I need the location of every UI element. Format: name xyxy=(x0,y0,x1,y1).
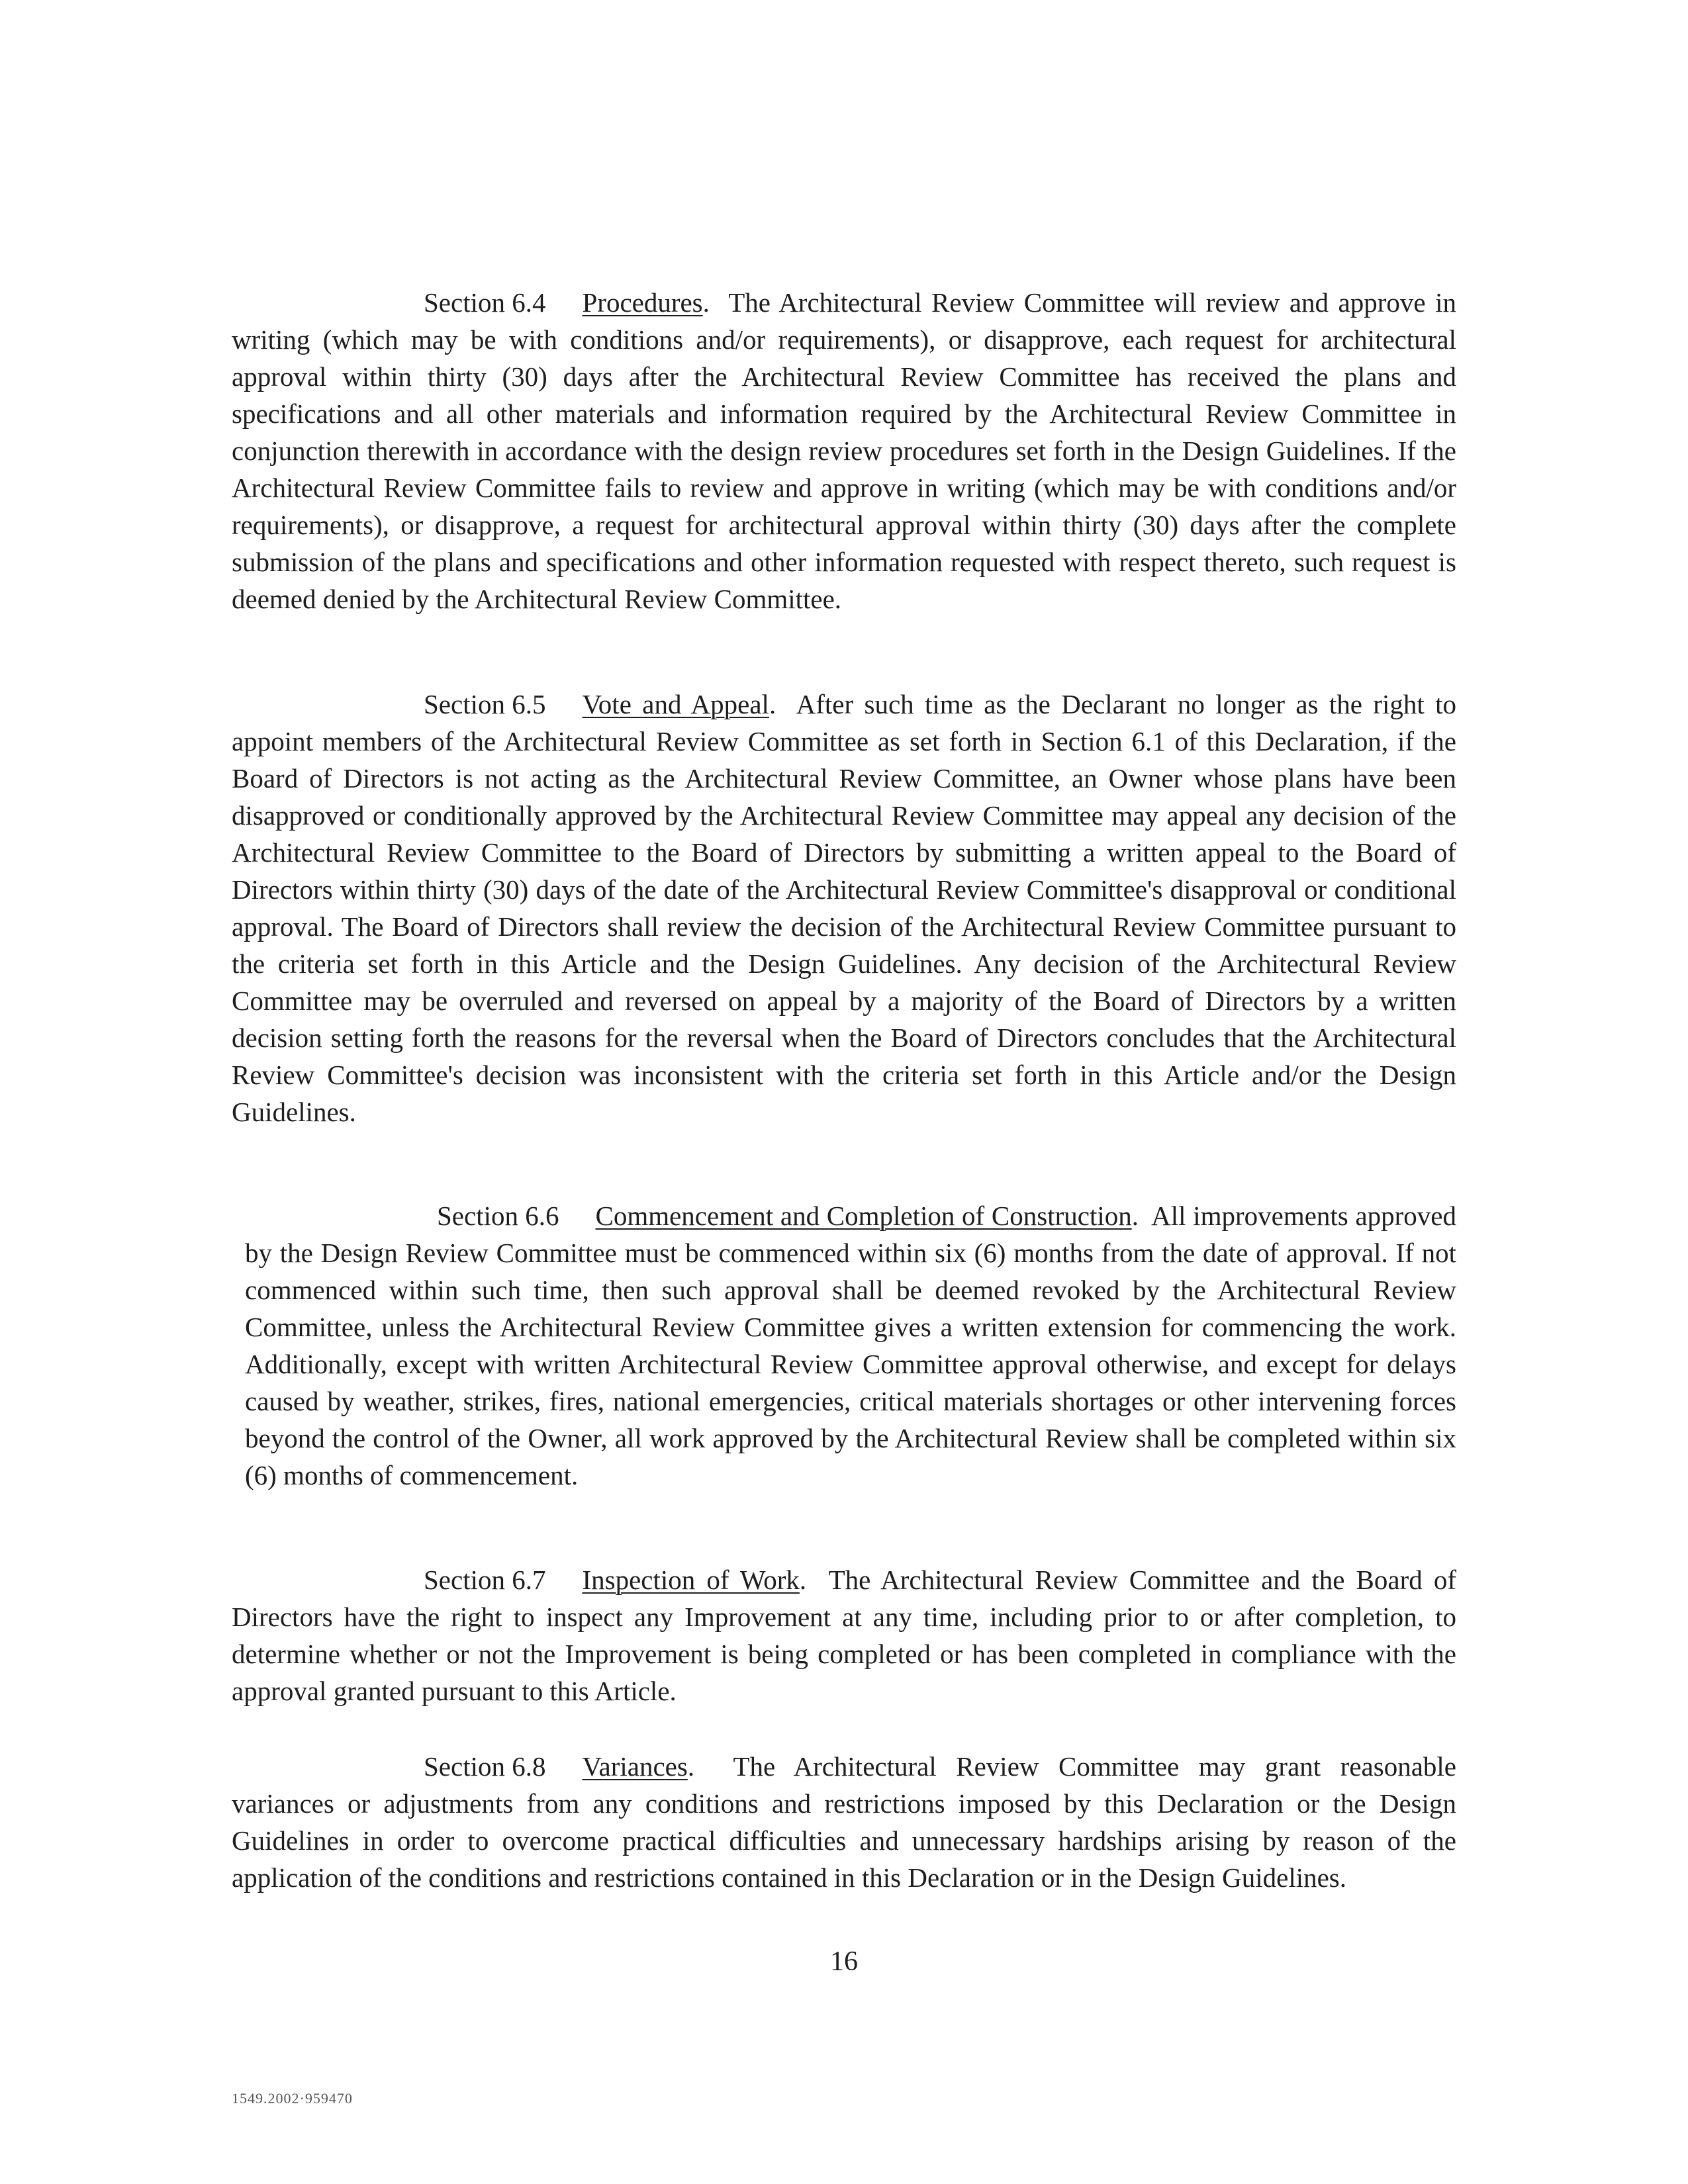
section-6-7: Section 6.7 Inspection of Work. The Architectural Review Committee and the Board of Directors have the right to inspect any Improvement at any time, including prior to or after completion, to determine whether or not the Improvement is being completed or has been completed in compliance with the approval granted pursuant to this Article. xyxy=(232,1561,1456,1709)
document-id: 1549.2002·959470 xyxy=(232,2090,353,2107)
section-number: Section 6.4 xyxy=(424,287,546,318)
section-number: Section 6.8 xyxy=(424,1751,546,1782)
section-body: The Architectural Review Committee and the Board of Directors have the right to inspect any Improvement at any time, including prior to or after completion, to determine whether or not the Improvement is being completed or has been completed in compliance with the approval granted pursuant to this Article. xyxy=(232,1565,1456,1706)
section-body: The Architectural Review Committee may grant reasonable variances or adjustments from any conditions and restrictions imposed by this Declaration or the Design Guidelines in order to overcome practical difficulties and unnecessary hardships arising by reason of the application of the conditions and restrictions contained in this Declaration or in the Design Guidelines. xyxy=(232,1751,1456,1893)
section-title: Commencement and Completion of Construction xyxy=(595,1201,1132,1231)
section-title: Inspection of Work xyxy=(582,1565,800,1595)
section-6-6: Section 6.6 Commencement and Completion of Construction. All improvements approved by the Design Review Committee must be commenced within six (6) months from the date of approval. If not commenced within such time, then such approval shall be deemed revoked by the Architectural Review Committee, unless the Architectural Review Committee gives a written extension for commencing the work. Additionally, except with written Architectural Review Committee approval otherwise, and except for delays caused by weather, strikes, fires, national emergencies, critical materials shortages or other intervening forces beyond the control of the Owner, all work approved by the Architectural Review shall be completed within six (6) months of commencement. xyxy=(245,1197,1456,1494)
section-6-5: Section 6.5 Vote and Appeal. After such time as the Declarant no longer as the right to appoint members of the Architectural Review Committee as set forth in Section 6.1 of this Declaration, if the Board of Directors is not acting as the Architectural Review Committee, an Owner whose plans have been disapproved or conditionally approved by the Architectural Review Committee may appeal any decision of the Architectural Review Committee to the Board of Directors by submitting a written appeal to the Board of Directors within thirty (30) days of the date of the Architectural Review Committee's disapproval or conditional approval. The Board of Directors shall review the decision of the Architectural Review Committee pursuant to the criteria set forth in this Article and the Design Guidelines. Any decision of the Architectural Review Committee may be overruled and reversed on appeal by a majority of the Board of Directors by a written decision setting forth the reasons for the reversal when the Board of Directors concludes that the Architectural Review Committee's decision was inconsistent with the criteria set forth in this Article and/or the Design Guidelines. xyxy=(232,686,1456,1130)
section-title: Variances xyxy=(582,1751,688,1782)
page-number: 16 xyxy=(830,1946,858,1977)
section-number: Section 6.7 xyxy=(424,1565,546,1595)
section-body: All improvements approved by the Design Review Committee must be commenced within six (6) months from the date of approval. If not commenced within such time, then such approval shall be deemed revoked by the Architectural Review Committee, unless the Architectural Review Committee gives a written extension for commencing the work. Additionally, except with written Architectural Review Committee approval otherwise, and except for delays caused by weather, strikes, fires, national emergencies, critical materials shortages or other intervening forces beyond the control of the Owner, all work approved by the Architectural Review shall be completed within six (6) months of commencement. xyxy=(245,1201,1456,1490)
section-title: Vote and Appeal xyxy=(582,689,769,719)
section-6-8: Section 6.8 Variances. The Architectural Review Committee may grant reasonable variances or adjustments from any conditions and restrictions imposed by this Declaration or the Design Guidelines in order to overcome practical difficulties and unnecessary hardships arising by reason of the application of the conditions and restrictions contained in this Declaration or in the Design Guidelines. xyxy=(232,1748,1456,1896)
section-number: Section 6.6 xyxy=(437,1201,559,1231)
section-number: Section 6.5 xyxy=(424,689,546,719)
section-6-4: Section 6.4 Procedures. The Architectural Review Committee will review and approve in writing (which may be with conditions and/or requirements), or disapprove, each request for architectural approval within thirty (30) days after the Architectural Review Committee has received the plans and specifications and all other materials and information required by the Architectural Review Committee in conjunction therewith in accordance with the design review procedures set forth in the Design Guidelines. If the Architectural Review Committee fails to review and approve in writing (which may be with conditions and/or requirements), or disapprove, a request for architectural approval within thirty (30) days after the complete submission of the plans and specifications and other information requested with respect thereto, such request is deemed denied by the Architectural Review Committee. xyxy=(232,284,1456,617)
section-title: Procedures xyxy=(582,287,703,318)
section-body: The Architectural Review Committee will review and approve in writing (which may be with conditions and/or requirements), or disapprove, each request for architectural approval within thirty (30) days after the Architectural Review Committee has received the plans and specifications and all other materials and information required by the Architectural Review Committee in conjunction therewith in accordance with the design review procedures set forth in the Design Guidelines. If the Architectural Review Committee fails to review and approve in writing (which may be with conditions and/or requirements), or disapprove, a request for architectural approval within thirty (30) days after the complete submission of the plans and specifications and other information requested with respect thereto, such request is deemed denied by the Architectural Review Committee. xyxy=(232,287,1456,614)
section-body: After such time as the Declarant no longer as the right to appoint members of the Architectural Review Committee as set forth in Section 6.1 of this Declaration, if the Board of Directors is not acting as the Architectural Review Committee, an Owner whose plans have been disapproved or conditionally approved by the Architectural Review Committee may appeal any decision of the Architectural Review Committee to the Board of Directors by submitting a written appeal to the Board of Directors within thirty (30) days of the date of the Architectural Review Committee's disapproval or conditional approval. The Board of Directors shall review the decision of the Architectural Review Committee pursuant to the criteria set forth in this Article and the Design Guidelines. Any decision of the Architectural Review Committee may be overruled and reversed on appeal by a majority of the Board of Directors by a written decision setting forth the reasons for the reversal when the Board of Directors concludes that the Architectural Review Committee's decision was inconsistent with the criteria set forth in this Article and/or the Design Guidelines. xyxy=(232,689,1456,1127)
